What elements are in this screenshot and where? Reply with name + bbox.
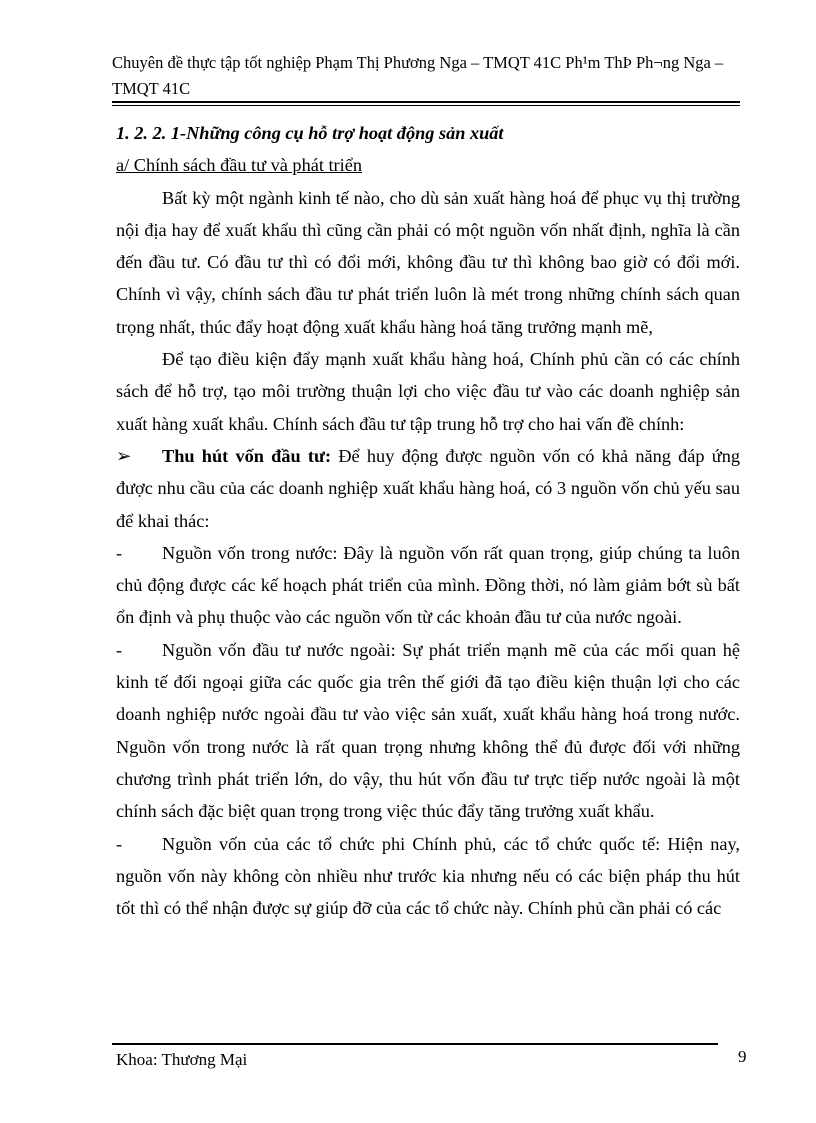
page-content <box>116 114 740 924</box>
dash-bullet: - <box>116 542 123 563</box>
paragraph: Để tạo điều kiện đẩy mạnh xuất khẩu hàng hoá, Chính phủ cần có các chính sách để hỗ trợ, tạo môi trường thuận lợi cho việc đầu tư vào các doanh nghiệp sản xuất hàng xuất khẩu. Chính sách đầu tư tập trung hỗ trợ cho hai vấn đề chính: <box>116 349 740 434</box>
header-rule-thin <box>112 105 740 106</box>
page-header <box>112 50 742 102</box>
bullet-item <box>116 440 740 537</box>
dash-item <box>116 634 740 828</box>
footer-rule <box>112 1043 718 1045</box>
arrow-bullet-icon: ➢ <box>116 445 132 466</box>
dash-item <box>116 828 740 925</box>
header-rule-thick <box>112 101 740 103</box>
bullet-lead: Thu hút vốn đầu tư: <box>162 445 332 466</box>
paragraph: Bất kỳ một ngành kinh tế nào, cho dù sản xuất hàng hoá để phục vụ thị trường nội địa hay để xuất khẩu thì cũng cần phải có một nguồn vốn nhất định, nghĩa là cần đến đầu tư. Có đầu tư thì có đổi mới, không đầu tư thì không bao giờ có đổi mới. Chính vì vậy, chính sách đầu tư phát triển luôn là mét trong những chính sách quan trọng nhất, thúc đẩy hoạt động xuất khẩu hàng hoá tăng trưởng mạnh mẽ, <box>116 187 740 337</box>
footer-department: Khoa: Thương Mại <box>116 1050 248 1069</box>
dash-item <box>116 537 740 634</box>
section-heading: 1. 2. 2. 1-Những công cụ hỗ trợ hoạt động sản xuất <box>116 123 504 143</box>
dash-item-text: Nguồn vốn của các tổ chức phi Chính phủ, các tổ chức quốc tế: Hiện nay, nguồn vốn này không còn nhiều như trước kia nhưng nếu có các biện pháp thu hút tốt thì có thể nhận được sự giúp đỡ của các tổ chức này. Chính phủ cần phải có các <box>116 833 740 919</box>
dash-item-text: Nguồn vốn trong nước: Đây là nguồn vốn rất quan trọng, giúp chúng ta luôn chủ động được các kế hoạch phát triển của mình. Đồng thời, nó làm giảm bớt sù bất ổn định và phụ thuộc vào các nguồn vốn từ các khoản đầu tư của nước ngoài. <box>116 542 740 628</box>
dash-bullet: - <box>116 833 123 854</box>
subheading: a/ Chính sách đầu tư và phát triển <box>116 155 362 176</box>
header-text: Chuyên đề thực tập tốt nghiệp Phạm Thị Phương Nga – TMQT 41C Ph¹m ThÞ Ph¬ng Nga – TMQT 41C <box>112 53 724 98</box>
page-number: 9 <box>738 1047 747 1066</box>
dash-item-text: Nguồn vốn đầu tư nước ngoài: Sự phát triển mạnh mẽ của các mối quan hệ kinh tế đối ngoại giữa các quốc gia trên thế giới đã tạo điều kiện thuận lợi cho các doanh nghiệp nước ngoài đầu tư vào việc sản xuất, xuất khẩu hàng hoá trong nước. Nguồn vốn trong nước là rất quan trọng nhưng không thể đủ được đối với những chương trình phát triển lớn, do vậy, thu hút vốn đầu tư trực tiếp nước ngoài là một chính sách đặc biệt quan trọng trong việc thúc đẩy tăng trưởng xuất khẩu. <box>116 639 740 822</box>
dash-bullet: - <box>116 639 123 660</box>
bullet-text: Để huy động được nguồn vốn có khả năng đáp ứng được nhu cầu của các doanh nghiệp xuất khẩu hàng hoá, có 3 nguồn vốn chủ yếu sau để khai thác: <box>116 445 740 531</box>
